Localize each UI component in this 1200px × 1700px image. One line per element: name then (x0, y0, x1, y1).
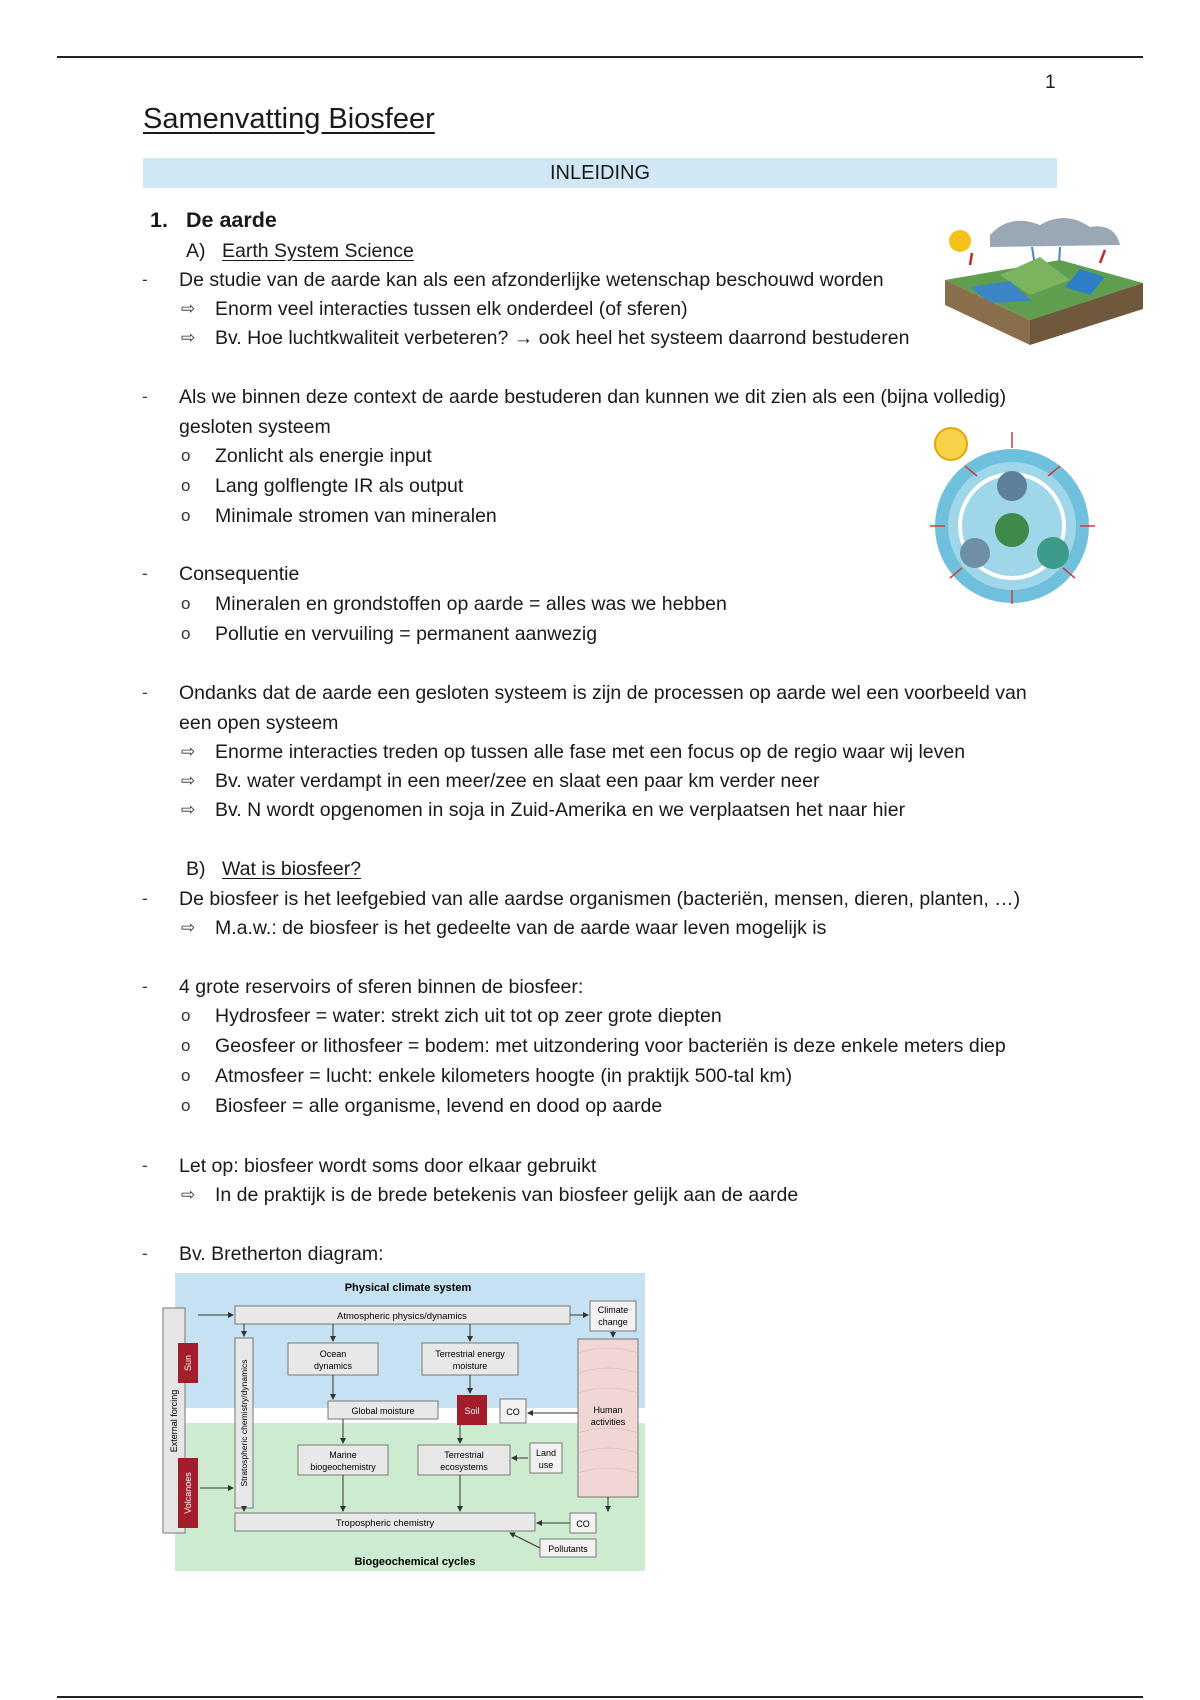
circle-bullet: o (181, 1096, 191, 1115)
text-line: Atmosfeer = lucht: enkele kilometers hoogte (in praktijk 500-tal km) (215, 1065, 793, 1087)
external-forcing-label: External forcing (169, 1389, 179, 1453)
volcanoes-label: Volcanoes (183, 1472, 193, 1514)
co2-label-2: CO (576, 1519, 590, 1529)
text-line: gesloten systeem (179, 416, 331, 438)
text-line: Bv. Hoe luchtkwaliteit verbeteren? → ook heel het systeem daarrond bestuderen (215, 327, 910, 349)
circle-bullet: o (181, 506, 191, 525)
circle-bullet: o (181, 1036, 191, 1055)
text-line: De biosfeer is het leefgebied van alle aardse organismen (bacteriën, mensen, dieren, planten, …) (179, 888, 1021, 910)
header-rule (57, 56, 1143, 58)
arrow-bullet-icon: ⇨ (181, 299, 196, 318)
diagram-bottom-title: Biogeochemical cycles (354, 1556, 476, 1568)
diagram-top-title: Physical climate system (344, 1282, 472, 1294)
dash-bullet: - (142, 683, 148, 702)
sub-b-title: Wat is biosfeer? (222, 858, 362, 880)
tropospheric-chemistry-label: Tropospheric chemistry (335, 1518, 435, 1529)
marine-label-2: biogeochemistry (310, 1462, 376, 1472)
circle-bullet: o (181, 594, 191, 613)
text-line: De studie van de aarde kan als een afzonderlijke wetenschap beschouwd worden (179, 269, 884, 291)
text-line: Mineralen en grondstoffen op aarde = alles was we hebben (215, 593, 727, 615)
pollutants-label: Pollutants (548, 1544, 588, 1554)
arrow-bullet-icon: ⇨ (181, 1185, 196, 1204)
climate-change-label-2: change (598, 1317, 628, 1327)
text-line: In de praktijk is de brede betekenis van biosfeer gelijk aan de aarde (215, 1184, 799, 1206)
dash-bullet: - (142, 1244, 148, 1263)
text-line: Enorme interacties treden op tussen alle fase met een focus op de regio waar wij leven (215, 741, 966, 763)
earth-system-landscape-image (940, 205, 1143, 345)
dash-bullet: - (142, 564, 148, 583)
text-line: Let op: biosfeer wordt soms door elkaar gebruikt (179, 1155, 597, 1177)
atmospheric-physics-label: Atmospheric physics/dynamics (337, 1311, 467, 1322)
text-line: Enorm veel interacties tussen elk onderdeel (of sferen) (215, 298, 688, 320)
human-activities-label-2: activities (590, 1417, 626, 1427)
text-line: Zonlicht als energie input (215, 445, 432, 467)
soil-label: Soil (464, 1406, 480, 1416)
circle-bullet: o (181, 624, 191, 643)
climate-change-label-1: Climate (597, 1305, 629, 1315)
text-line: een open systeem (179, 712, 339, 734)
text-line: Bv. water verdampt in een meer/zee en slaat een paar km verder neer (215, 770, 820, 792)
terrestrial-energy-label-1: Terrestrial energy (435, 1349, 505, 1359)
ocean-label-2: dynamics (313, 1361, 353, 1371)
circle-bullet: o (181, 476, 191, 495)
earth-spheres-cycle-image (925, 418, 1100, 608)
text-line: Bv. Bretherton diagram: (179, 1243, 384, 1265)
text-line: Pollutie en vervuiling = permanent aanwezig (215, 623, 598, 645)
circle-bullet: o (181, 1066, 191, 1085)
sub-b-label: B) (186, 858, 206, 880)
human-activities-label-1: Human (593, 1405, 623, 1415)
sub-a-label: A) (186, 240, 206, 262)
text-line: Ondanks dat de aarde een gesloten systeem is zijn de processen op aarde wel een voorbeeld van (179, 682, 1027, 704)
dash-bullet: - (142, 270, 148, 289)
document-title: Samenvatting Biosfeer (143, 103, 435, 135)
text-line: Minimale stromen van mineralen (215, 505, 497, 527)
sub-a-title: Earth System Science (222, 240, 414, 262)
text-line: M.a.w.: de biosfeer is het gedeelte van de aarde waar leven mogelijk is (215, 917, 827, 939)
dash-bullet: - (142, 977, 148, 996)
dash-bullet: - (142, 889, 148, 908)
section-banner: INLEIDING (143, 158, 1057, 188)
text-line: Bv. N wordt opgenomen in soja in Zuid-Amerika en we verplaatsen het naar hier (215, 799, 906, 821)
footer-rule (57, 1696, 1143, 1698)
circle-bullet: o (181, 446, 191, 465)
circle-bullet: o (181, 1006, 191, 1025)
text-line: Lang golflengte IR als output (215, 475, 464, 497)
text-line: 4 grote reservoirs of sferen binnen de biosfeer: (179, 976, 584, 998)
terrestrial-energy-label-2: moisture (452, 1361, 488, 1371)
land-use-label-1: Land (535, 1448, 557, 1458)
global-moisture-label: Global moisture (351, 1406, 415, 1416)
terrestrial-ecosystems-label-2: ecosystems (440, 1462, 488, 1472)
dash-bullet: - (142, 387, 148, 406)
land-use-label-2: use (538, 1460, 554, 1470)
arrow-bullet-icon: ⇨ (181, 918, 196, 937)
text-line: Consequentie (179, 563, 300, 585)
stratospheric-label: Stratospheric chemistry/dynamics (239, 1359, 249, 1487)
terrestrial-ecosystems-label-1: Terrestrial (444, 1450, 484, 1460)
arrow-bullet-icon: ⇨ (181, 328, 196, 347)
arrow-bullet-icon: ⇨ (181, 771, 196, 790)
co2-label-1: CO (506, 1407, 520, 1417)
heading-de-aarde: De aarde (186, 208, 277, 232)
text-line: Biosfeer = alle organisme, levend en dood op aarde (215, 1095, 663, 1117)
arrow-bullet-icon: ⇨ (181, 800, 196, 819)
sun-label: Sun (183, 1354, 193, 1372)
ocean-label-1: Ocean (319, 1349, 347, 1359)
text-line: Als we binnen deze context de aarde bestuderen dan kunnen we dit zien als een (bijna volledig) (179, 386, 1007, 408)
dash-bullet: - (142, 1156, 148, 1175)
heading-number: 1. (150, 208, 168, 232)
arrow-bullet-icon: ⇨ (181, 742, 196, 761)
text-line: Hydrosfeer = water: strekt zich uit tot op zeer grote diepten (215, 1005, 722, 1027)
page-number: 1 (1045, 72, 1056, 93)
bretherton-diagram (160, 1273, 675, 1571)
marine-label-1: Marine (329, 1450, 357, 1460)
text-line: Geosfeer or lithosfeer = bodem: met uitzondering voor bacteriën is deze enkele meters diep (215, 1035, 1006, 1057)
